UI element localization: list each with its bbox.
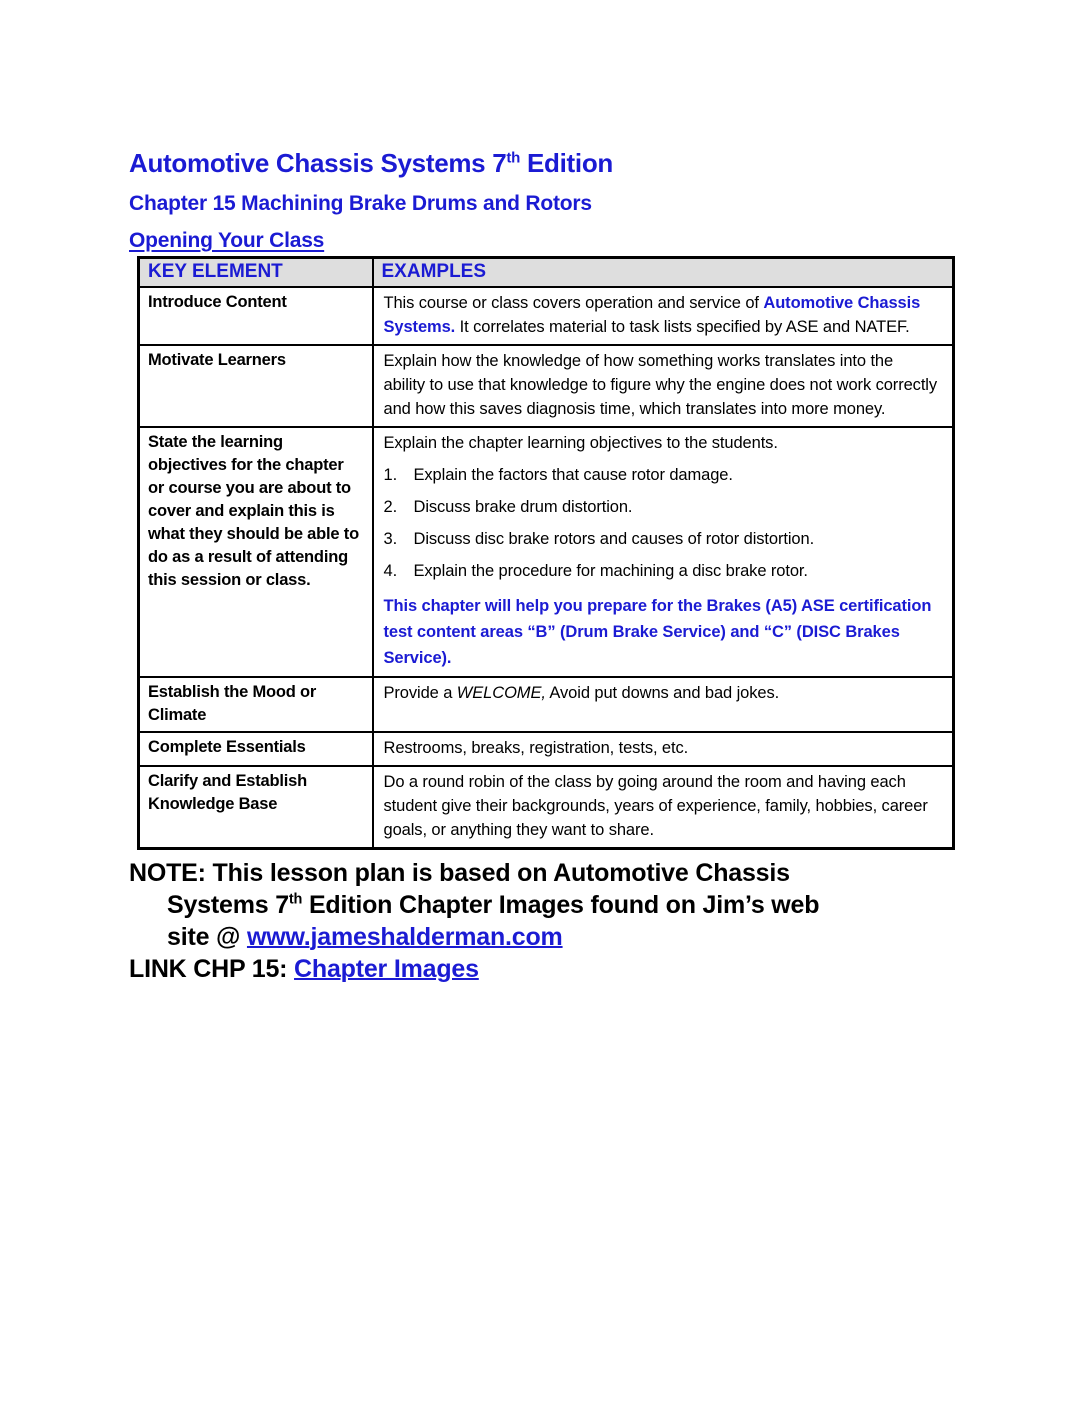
key-cell: Complete Essentials [139,732,373,766]
column-header-key-element: KEY ELEMENT [139,258,373,288]
objective-item: 2. Discuss brake drum distortion. [383,498,633,516]
key-cell: State the learning objectives for the chapter or course you are about to cover and explain this is what they should be able to do as a result of attending this session or class. [139,427,373,677]
table-row [139,677,954,732]
key-cell: Clarify and Establish Knowledge Base [139,766,373,849]
objective-item: 4. Explain the procedure for machining a disc brake rotor. [383,562,808,580]
ase-certification-note: This chapter will help you prepare for the Brakes (A5) ASE certification test content areas “B” (Drum Brake Service) and “C” (DISC Brakes Service). [383,597,932,667]
objective-item: 1. Explain the factors that cause rotor damage. [383,466,733,484]
chapter-link-line [129,953,955,985]
note-line-3: site @ www.jameshalderman.com [167,923,563,951]
key-cell: Establish the Mood or Climate [139,677,373,732]
highlighted-text: Automotive Chassis Systems. [383,294,921,336]
note-text [129,857,955,985]
table-row [139,732,954,766]
website-link[interactable]: www.jameshalderman.com [246,923,563,951]
objectives-intro: Explain the chapter learning objectives to the students. [383,434,778,452]
examples-cell: Do a round robin of the class by going around the room and having each student give their backgrounds, years of experience, family, hobbies, career goals, or anything they want to share. [373,766,954,849]
note-line-2: Systems 7th Edition Chapter Images found on Jim’s web [167,891,820,919]
column-header-examples: EXAMPLES [373,258,954,288]
page-title: Automotive Chassis Systems 7th Edition [129,148,613,178]
table-row [139,766,954,849]
examples-cell: Explain how the knowledge of how something works translates into the ability to use that knowledge to figure why the engine does not work correctly and how this saves diagnosis time, which translates into more money. [373,345,954,427]
objective-item: 3. Discuss disc brake rotors and causes of rotor distortion. [383,530,815,548]
title-superscript: th [506,149,521,167]
section-heading: Opening Your Class [129,229,325,252]
examples-cell: Restrooms, breaks, registration, tests, etc. [373,732,954,766]
examples-cell: Provide a WELCOME, Avoid put downs and bad jokes. [373,677,954,732]
note-line-1: NOTE: This lesson plan is based on Automotive Chassis [129,859,790,887]
table-row [139,345,954,427]
table-row [139,287,954,345]
key-cell: Motivate Learners [139,345,373,427]
key-cell: Introduce Content [139,287,373,345]
italic-text: WELCOME, [456,684,546,702]
examples-cell: This course or class covers operation and service of Automotive Chassis Systems. It correlates material to task lists specified by ASE and NATEF. [373,287,954,345]
note-superscript: th [288,891,303,908]
link-label: LINK CHP 15: [129,955,295,983]
examples-cell [373,427,954,677]
table-row [139,427,954,677]
chapter-images-link[interactable]: Chapter Images [294,955,479,983]
chapter-subtitle: Chapter 15 Machining Brake Drums and Rotors [129,192,592,215]
lesson-plan-table [137,256,955,850]
table-header-row [139,258,954,288]
